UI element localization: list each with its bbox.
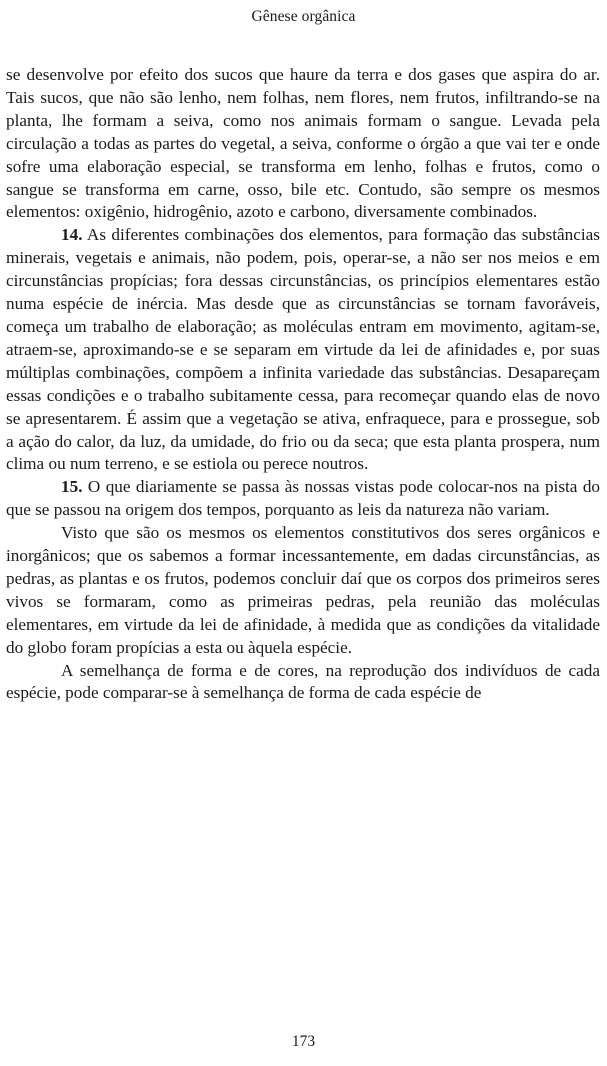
paragraph-15: [6, 476, 600, 522]
page-body: [6, 64, 600, 705]
paragraph-text: Visto que são os mesmos os elementos constitutivos dos seres orgânicos e inorgânicos; que os sabemos a formar incessantemente, em dadas circunstâncias, as pedras, as plantas e os frutos, podemos concluir daí que os corpos dos primeiros seres vivos se formaram, como as primeiras pedras, pela reunião das moléculas elementares, em virtude da lei de afinidade, à medida que as condições da vitalidade do globo foram propícias a esta ou àquela espécie.: [6, 523, 600, 657]
paragraph-continuation: [6, 64, 600, 224]
paragraph: [6, 660, 600, 706]
paragraph-number: 14.: [61, 225, 83, 245]
paragraph: [6, 522, 600, 659]
paragraph-text: O que diariamente se passa às nossas vistas pode colocar-nos na pista do que se passou na origem dos tempos, porquanto as leis da natureza não variam.: [6, 477, 601, 520]
paragraph-number: 15.: [61, 477, 83, 497]
paragraph-text: A semelhança de forma e de cores, na reprodução dos indivíduos de cada espécie, pode comparar-se à semelhança de forma de cada espécie de: [6, 660, 600, 703]
paragraph-text: As diferentes combinações dos elementos, para formação das substâncias minerais, vegetais e animais, não podem, pois, operar-se, a não ser nos meios e em circunstâncias propícias; fora dessas circunstâncias, os princípios elementares estão numa espécie de inércia. Mas desde que as circunstâncias se tornam favoráveis, começa um trabalho de elaboração; as moléculas entram em movimento, agitam-se, atraem-se, aproximando-se e se separam em virtude da lei de afinidades e, por suas múltiplas combinações, compõem a infinita variedade das substâncias. Desapareçam essas condições e o trabalho subitamente cessa, para recomeçar quando elas de novo se apresentarem. É assim que a vegetação se ativa, enfraquece, para e prossegue, sob a ação do calor, da luz, da umidade, do frio ou da seca; que esta planta prospera, num clima ou num terreno, e se estiola ou perece noutros.: [6, 225, 600, 474]
paragraph-text: se desenvolve por efeito dos sucos que haure da terra e dos gases que aspira do ar. Tais sucos, que não são lenho, nem folhas, nem flores, nem frutos, infiltrando-se na planta, lhe formam a seiva, como nos animais formam o sangue. Levada pela circulação a todas as partes do vegetal, a seiva, conforme o órgão a que vai ter e onde sofre uma elaboração especial, se transforma em lenho, folhas e frutos, como o sangue se transforma em carne, osso, bile etc. Contudo, são sempre os mesmos elementos: oxigênio, hidrogênio, azoto e carbono, diversamente combinados.: [6, 65, 600, 222]
running-header: Gênese orgânica: [251, 8, 356, 25]
paragraph-14: [6, 224, 600, 476]
page-number: 173: [291, 1033, 316, 1050]
